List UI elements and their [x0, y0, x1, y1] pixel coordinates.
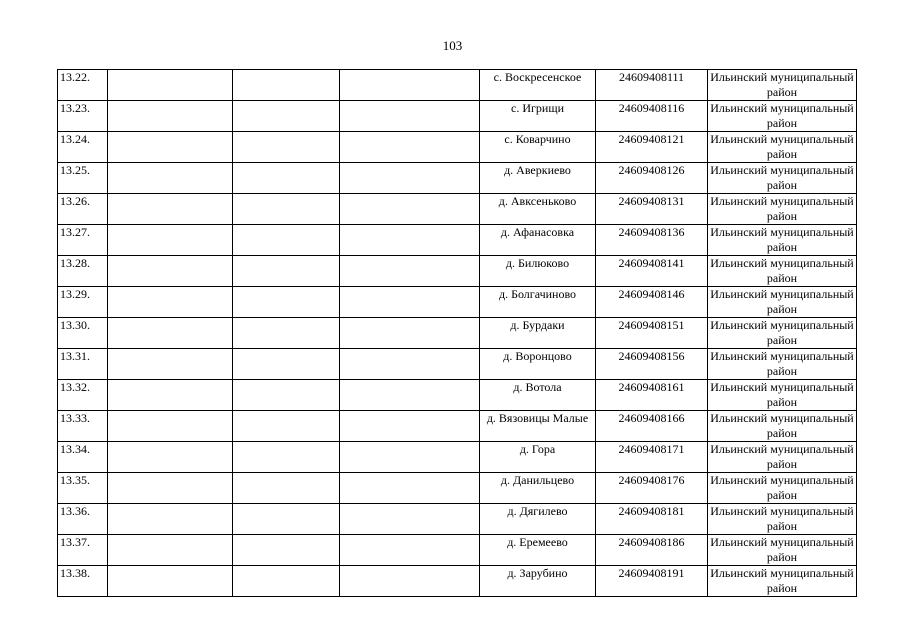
- empty-cell: [340, 380, 480, 411]
- row-number: 13.30.: [58, 318, 108, 349]
- table-row: [58, 535, 857, 566]
- oktmo-code: 24609408191: [596, 566, 708, 597]
- empty-cell: [340, 473, 480, 504]
- settlement-name: д. Вязовицы Малые: [480, 411, 596, 442]
- settlement-name: д. Данильцево: [480, 473, 596, 504]
- row-number: 13.31.: [58, 349, 108, 380]
- empty-cell: [340, 566, 480, 597]
- row-number: 13.34.: [58, 442, 108, 473]
- oktmo-code: 24609408126: [596, 163, 708, 194]
- empty-cell: [108, 225, 233, 256]
- empty-cell: [340, 225, 480, 256]
- table-row: [58, 194, 857, 225]
- table-row: [58, 287, 857, 318]
- empty-cell: [108, 566, 233, 597]
- district-name: Ильинский муниципальный район: [708, 442, 857, 473]
- settlement-name: д. Авксеньково: [480, 194, 596, 225]
- settlement-name: д. Бурдаки: [480, 318, 596, 349]
- oktmo-code: 24609408176: [596, 473, 708, 504]
- row-number: 13.36.: [58, 504, 108, 535]
- empty-cell: [233, 256, 340, 287]
- empty-cell: [340, 163, 480, 194]
- empty-cell: [340, 70, 480, 101]
- empty-cell: [233, 349, 340, 380]
- empty-cell: [108, 101, 233, 132]
- empty-cell: [108, 380, 233, 411]
- table-row: [58, 318, 857, 349]
- row-number: 13.27.: [58, 225, 108, 256]
- empty-cell: [340, 411, 480, 442]
- oktmo-code: 24609408146: [596, 287, 708, 318]
- row-number: 13.22.: [58, 70, 108, 101]
- settlement-name: д. Болгачиново: [480, 287, 596, 318]
- settlement-name: д. Вотола: [480, 380, 596, 411]
- settlements-table: [57, 69, 857, 597]
- district-name: Ильинский муниципальный район: [708, 504, 857, 535]
- settlement-name: с. Игрищи: [480, 101, 596, 132]
- oktmo-code: 24609408141: [596, 256, 708, 287]
- page-number: 103: [442, 38, 463, 53]
- settlement-name: д. Воронцово: [480, 349, 596, 380]
- empty-cell: [340, 504, 480, 535]
- row-number: 13.25.: [58, 163, 108, 194]
- row-number: 13.35.: [58, 473, 108, 504]
- empty-cell: [233, 442, 340, 473]
- district-name: Ильинский муниципальный район: [708, 380, 857, 411]
- oktmo-code: 24609408181: [596, 504, 708, 535]
- empty-cell: [233, 132, 340, 163]
- empty-cell: [340, 132, 480, 163]
- district-name: Ильинский муниципальный район: [708, 256, 857, 287]
- empty-cell: [108, 256, 233, 287]
- empty-cell: [108, 473, 233, 504]
- district-name: Ильинский муниципальный район: [708, 287, 857, 318]
- oktmo-code: 24609408166: [596, 411, 708, 442]
- settlement-name: д. Аверкиево: [480, 163, 596, 194]
- empty-cell: [233, 225, 340, 256]
- district-name: Ильинский муниципальный район: [708, 535, 857, 566]
- table-body: [58, 70, 857, 597]
- empty-cell: [108, 504, 233, 535]
- district-name: Ильинский муниципальный район: [708, 566, 857, 597]
- settlement-name: с. Коварчино: [480, 132, 596, 163]
- empty-cell: [340, 442, 480, 473]
- table-row: [58, 225, 857, 256]
- row-number: 13.32.: [58, 380, 108, 411]
- oktmo-code: 24609408161: [596, 380, 708, 411]
- oktmo-code: 24609408151: [596, 318, 708, 349]
- table-row: [58, 566, 857, 597]
- empty-cell: [108, 535, 233, 566]
- district-name: Ильинский муниципальный район: [708, 349, 857, 380]
- table-row: [58, 411, 857, 442]
- table-row: [58, 442, 857, 473]
- table-row: [58, 132, 857, 163]
- settlement-name: д. Еремеево: [480, 535, 596, 566]
- table-row: [58, 163, 857, 194]
- table-row: [58, 349, 857, 380]
- row-number: 13.23.: [58, 101, 108, 132]
- empty-cell: [233, 163, 340, 194]
- row-number: 13.33.: [58, 411, 108, 442]
- empty-cell: [340, 318, 480, 349]
- empty-cell: [108, 70, 233, 101]
- empty-cell: [340, 349, 480, 380]
- empty-cell: [108, 132, 233, 163]
- empty-cell: [340, 287, 480, 318]
- district-name: Ильинский муниципальный район: [708, 411, 857, 442]
- row-number: 13.26.: [58, 194, 108, 225]
- empty-cell: [233, 380, 340, 411]
- empty-cell: [340, 194, 480, 225]
- empty-cell: [108, 442, 233, 473]
- oktmo-code: 24609408121: [596, 132, 708, 163]
- oktmo-code: 24609408156: [596, 349, 708, 380]
- table-row: [58, 504, 857, 535]
- settlement-name: д. Дягилево: [480, 504, 596, 535]
- table-row: [58, 256, 857, 287]
- empty-cell: [233, 318, 340, 349]
- district-name: Ильинский муниципальный район: [708, 101, 857, 132]
- district-name: Ильинский муниципальный район: [708, 132, 857, 163]
- empty-cell: [233, 101, 340, 132]
- empty-cell: [340, 256, 480, 287]
- empty-cell: [340, 535, 480, 566]
- oktmo-code: 24609408131: [596, 194, 708, 225]
- table-row: [58, 380, 857, 411]
- district-name: Ильинский муниципальный район: [708, 194, 857, 225]
- table-row: [58, 101, 857, 132]
- empty-cell: [340, 101, 480, 132]
- empty-cell: [233, 287, 340, 318]
- empty-cell: [108, 163, 233, 194]
- empty-cell: [233, 535, 340, 566]
- settlement-name: д. Зарубино: [480, 566, 596, 597]
- empty-cell: [108, 411, 233, 442]
- oktmo-code: 24609408111: [596, 70, 708, 101]
- row-number: 13.24.: [58, 132, 108, 163]
- empty-cell: [233, 504, 340, 535]
- row-number: 13.29.: [58, 287, 108, 318]
- empty-cell: [233, 473, 340, 504]
- oktmo-code: 24609408116: [596, 101, 708, 132]
- empty-cell: [233, 411, 340, 442]
- empty-cell: [233, 566, 340, 597]
- empty-cell: [108, 318, 233, 349]
- district-name: Ильинский муниципальный район: [708, 163, 857, 194]
- row-number: 13.28.: [58, 256, 108, 287]
- table-row: [58, 473, 857, 504]
- district-name: Ильинский муниципальный район: [708, 70, 857, 101]
- empty-cell: [108, 287, 233, 318]
- empty-cell: [233, 194, 340, 225]
- oktmo-code: 24609408171: [596, 442, 708, 473]
- district-name: Ильинский муниципальный район: [708, 318, 857, 349]
- district-name: Ильинский муниципальный район: [708, 225, 857, 256]
- oktmo-code: 24609408136: [596, 225, 708, 256]
- row-number: 13.38.: [58, 566, 108, 597]
- district-name: Ильинский муниципальный район: [708, 473, 857, 504]
- table-row: [58, 70, 857, 101]
- empty-cell: [108, 194, 233, 225]
- settlement-name: д. Гора: [480, 442, 596, 473]
- row-number: 13.37.: [58, 535, 108, 566]
- settlement-name: д. Афанасовка: [480, 225, 596, 256]
- settlement-name: д. Билюково: [480, 256, 596, 287]
- settlement-name: с. Воскресенское: [480, 70, 596, 101]
- oktmo-code: 24609408186: [596, 535, 708, 566]
- empty-cell: [233, 70, 340, 101]
- empty-cell: [108, 349, 233, 380]
